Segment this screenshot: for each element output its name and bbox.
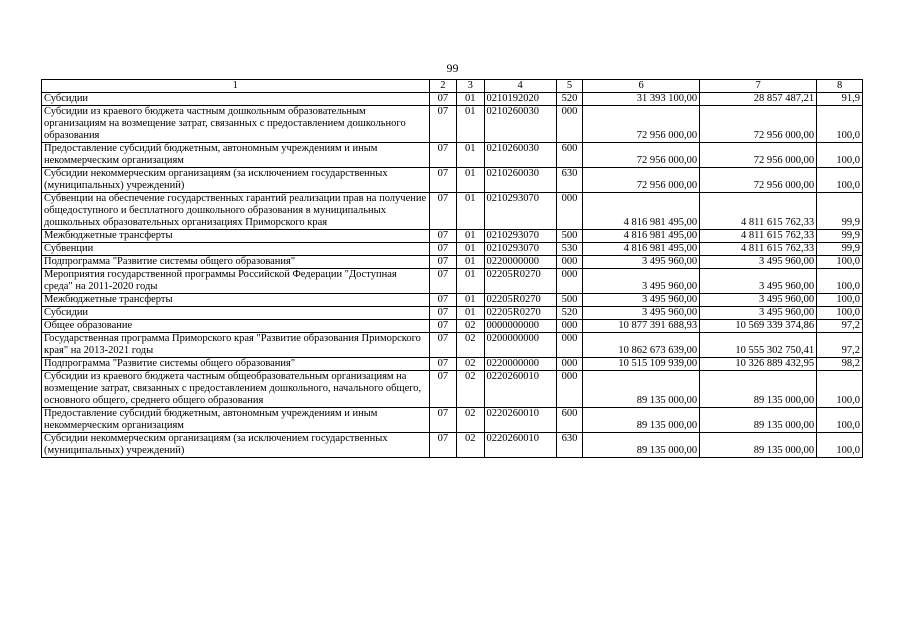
table-row [42, 256, 863, 269]
target-article-cell: 0210260030 [484, 143, 556, 168]
subsection-code-cell: 01 [457, 230, 484, 243]
planned-amount-cell: 31 393 100,00 [583, 93, 700, 106]
section-code-cell: 07 [429, 106, 456, 143]
percent-cell: 98,2 [817, 358, 863, 371]
subsection-code-cell: 02 [457, 320, 484, 333]
table-row [42, 106, 863, 143]
actual-amount-cell: 4 811 615 762,33 [700, 243, 817, 256]
item-name-cell: Подпрограмма "Развитие системы общего образования" [42, 358, 430, 371]
planned-amount-cell: 89 135 000,00 [583, 433, 700, 458]
actual-amount-cell: 89 135 000,00 [700, 371, 817, 408]
subsection-code-cell: 01 [457, 143, 484, 168]
subsection-code-cell: 01 [457, 243, 484, 256]
item-name-cell: Межбюджетные трансферты [42, 230, 430, 243]
actual-amount-cell: 89 135 000,00 [700, 433, 817, 458]
section-code-cell: 07 [429, 307, 456, 320]
target-article-cell: 0220260010 [484, 433, 556, 458]
item-name-cell: Субвенции на обеспечение государственных гарантий реализации прав на получение общедоступного и бесплатного дошкольного образования в муниципальных дошкольных образовательных организациях Приморского края [42, 193, 430, 230]
target-article-cell: 0210260030 [484, 106, 556, 143]
expense-type-cell: 000 [556, 269, 582, 294]
target-article-cell: 0210192020 [484, 93, 556, 106]
percent-cell: 100,0 [817, 408, 863, 433]
planned-amount-cell: 4 816 981 495,00 [583, 230, 700, 243]
percent-cell: 97,2 [817, 320, 863, 333]
target-article-cell: 02205R0270 [484, 269, 556, 294]
subsection-code-cell: 01 [457, 269, 484, 294]
actual-amount-cell: 4 811 615 762,33 [700, 193, 817, 230]
planned-amount-cell: 4 816 981 495,00 [583, 193, 700, 230]
section-code-cell: 07 [429, 243, 456, 256]
section-code-cell: 07 [429, 193, 456, 230]
actual-amount-cell: 3 495 960,00 [700, 307, 817, 320]
subsection-code-cell: 01 [457, 307, 484, 320]
table-row [42, 358, 863, 371]
header-cell: 4 [484, 80, 556, 93]
section-code-cell: 07 [429, 269, 456, 294]
subsection-code-cell: 02 [457, 433, 484, 458]
actual-amount-cell: 89 135 000,00 [700, 408, 817, 433]
actual-amount-cell: 10 555 302 750,41 [700, 333, 817, 358]
target-article-cell: 02205R0270 [484, 294, 556, 307]
header-cell: 8 [817, 80, 863, 93]
header-row [42, 80, 863, 93]
percent-cell: 100,0 [817, 433, 863, 458]
item-name-cell: Предоставление субсидий бюджетным, автономным учреждениям и иным некоммерческим организациям [42, 143, 430, 168]
item-name-cell: Субсидии [42, 307, 430, 320]
table-row [42, 333, 863, 358]
expense-type-cell: 000 [556, 320, 582, 333]
percent-cell: 100,0 [817, 106, 863, 143]
actual-amount-cell: 72 956 000,00 [700, 168, 817, 193]
target-article-cell: 0220000000 [484, 358, 556, 371]
actual-amount-cell: 72 956 000,00 [700, 106, 817, 143]
item-name-cell: Субсидии [42, 93, 430, 106]
actual-amount-cell: 28 857 487,21 [700, 93, 817, 106]
section-code-cell: 07 [429, 408, 456, 433]
planned-amount-cell: 72 956 000,00 [583, 168, 700, 193]
percent-cell: 100,0 [817, 168, 863, 193]
expense-type-cell: 600 [556, 408, 582, 433]
item-name-cell: Субвенции [42, 243, 430, 256]
planned-amount-cell: 3 495 960,00 [583, 269, 700, 294]
header-cell: 1 [42, 80, 430, 93]
table-row [42, 193, 863, 230]
item-name-cell: Субсидии из краевого бюджета частным общеобразовательным организациям на возмещение затрат, связанных с предоставлением дошкольного, начального общего, основного общего, среднего общего образования [42, 371, 430, 408]
subsection-code-cell: 01 [457, 294, 484, 307]
header-cell: 6 [583, 80, 700, 93]
section-code-cell: 07 [429, 333, 456, 358]
section-code-cell: 07 [429, 230, 456, 243]
planned-amount-cell: 10 515 109 939,00 [583, 358, 700, 371]
item-name-cell: Государственная программа Приморского края "Развитие образования Приморского края" на 2013-2021 годы [42, 333, 430, 358]
expense-type-cell: 000 [556, 358, 582, 371]
header-cell: 3 [457, 80, 484, 93]
section-code-cell: 07 [429, 168, 456, 193]
table-row [42, 433, 863, 458]
target-article-cell: 0210260030 [484, 168, 556, 193]
header-cell: 5 [556, 80, 582, 93]
expense-type-cell: 630 [556, 168, 582, 193]
target-article-cell: 0210293070 [484, 193, 556, 230]
item-name-cell: Межбюджетные трансферты [42, 294, 430, 307]
item-name-cell: Субсидии из краевого бюджета частным дошкольным образовательным организациям на возмещение затрат, связанных с предоставлением дошкольного образования [42, 106, 430, 143]
planned-amount-cell: 10 877 391 688,93 [583, 320, 700, 333]
planned-amount-cell: 3 495 960,00 [583, 256, 700, 269]
section-code-cell: 07 [429, 294, 456, 307]
actual-amount-cell: 10 326 889 432,95 [700, 358, 817, 371]
table-row [42, 294, 863, 307]
subsection-code-cell: 01 [457, 193, 484, 230]
subsection-code-cell: 01 [457, 256, 484, 269]
expense-type-cell: 600 [556, 143, 582, 168]
section-code-cell: 07 [429, 93, 456, 106]
subsection-code-cell: 01 [457, 93, 484, 106]
table-row [42, 230, 863, 243]
section-code-cell: 07 [429, 143, 456, 168]
item-name-cell: Субсидии некоммерческим организациям (за исключением государственных (муниципальных) учреждений) [42, 168, 430, 193]
item-name-cell: Мероприятия государственной программы Российской Федерации "Доступная среда" на 2011-2020 годы [42, 269, 430, 294]
table-row [42, 143, 863, 168]
target-article-cell: 0000000000 [484, 320, 556, 333]
target-article-cell: 0220000000 [484, 256, 556, 269]
planned-amount-cell: 72 956 000,00 [583, 106, 700, 143]
expense-type-cell: 000 [556, 193, 582, 230]
table-row [42, 371, 863, 408]
percent-cell: 99,9 [817, 243, 863, 256]
table-row [42, 307, 863, 320]
planned-amount-cell: 4 816 981 495,00 [583, 243, 700, 256]
target-article-cell: 0200000000 [484, 333, 556, 358]
percent-cell: 100,0 [817, 294, 863, 307]
item-name-cell: Субсидии некоммерческим организациям (за исключением государственных (муниципальных) учреждений) [42, 433, 430, 458]
subsection-code-cell: 02 [457, 333, 484, 358]
expense-type-cell: 630 [556, 433, 582, 458]
subsection-code-cell: 01 [457, 106, 484, 143]
page-number: 99 [446, 61, 459, 75]
percent-cell: 91,9 [817, 93, 863, 106]
planned-amount-cell: 89 135 000,00 [583, 408, 700, 433]
target-article-cell: 02205R0270 [484, 307, 556, 320]
actual-amount-cell: 4 811 615 762,33 [700, 230, 817, 243]
item-name-cell: Предоставление субсидий бюджетным, автономным учреждениям и иным некоммерческим организациям [42, 408, 430, 433]
item-name-cell: Общее образование [42, 320, 430, 333]
subsection-code-cell: 01 [457, 168, 484, 193]
actual-amount-cell: 3 495 960,00 [700, 269, 817, 294]
table-row [42, 320, 863, 333]
header-cell: 2 [429, 80, 456, 93]
section-code-cell: 07 [429, 371, 456, 408]
planned-amount-cell: 72 956 000,00 [583, 143, 700, 168]
table-row [42, 243, 863, 256]
expense-type-cell: 500 [556, 230, 582, 243]
item-name-cell: Подпрограмма "Развитие системы общего образования" [42, 256, 430, 269]
expense-type-cell: 530 [556, 243, 582, 256]
percent-cell: 100,0 [817, 143, 863, 168]
expense-type-cell: 520 [556, 93, 582, 106]
section-code-cell: 07 [429, 358, 456, 371]
subsection-code-cell: 02 [457, 408, 484, 433]
section-code-cell: 07 [429, 433, 456, 458]
percent-cell: 97,2 [817, 333, 863, 358]
planned-amount-cell: 89 135 000,00 [583, 371, 700, 408]
expense-type-cell: 000 [556, 106, 582, 143]
subsection-code-cell: 02 [457, 358, 484, 371]
expense-type-cell: 520 [556, 307, 582, 320]
target-article-cell: 0220260010 [484, 408, 556, 433]
header-cell: 7 [700, 80, 817, 93]
table-row [42, 93, 863, 106]
percent-cell: 100,0 [817, 307, 863, 320]
expense-type-cell: 000 [556, 333, 582, 358]
percent-cell: 100,0 [817, 256, 863, 269]
planned-amount-cell: 3 495 960,00 [583, 294, 700, 307]
section-code-cell: 07 [429, 320, 456, 333]
actual-amount-cell: 10 569 339 374,86 [700, 320, 817, 333]
percent-cell: 99,9 [817, 193, 863, 230]
expense-type-cell: 000 [556, 371, 582, 408]
planned-amount-cell: 10 862 673 639,00 [583, 333, 700, 358]
actual-amount-cell: 3 495 960,00 [700, 256, 817, 269]
actual-amount-cell: 3 495 960,00 [700, 294, 817, 307]
subsection-code-cell: 02 [457, 371, 484, 408]
table-row [42, 408, 863, 433]
percent-cell: 99,9 [817, 230, 863, 243]
actual-amount-cell: 72 956 000,00 [700, 143, 817, 168]
target-article-cell: 0220260010 [484, 371, 556, 408]
section-code-cell: 07 [429, 256, 456, 269]
percent-cell: 100,0 [817, 371, 863, 408]
target-article-cell: 0210293070 [484, 243, 556, 256]
planned-amount-cell: 3 495 960,00 [583, 307, 700, 320]
percent-cell: 100,0 [817, 269, 863, 294]
table-row [42, 269, 863, 294]
target-article-cell: 0210293070 [484, 230, 556, 243]
expense-type-cell: 500 [556, 294, 582, 307]
expense-type-cell: 000 [556, 256, 582, 269]
table-row [42, 168, 863, 193]
budget-table [41, 79, 863, 458]
